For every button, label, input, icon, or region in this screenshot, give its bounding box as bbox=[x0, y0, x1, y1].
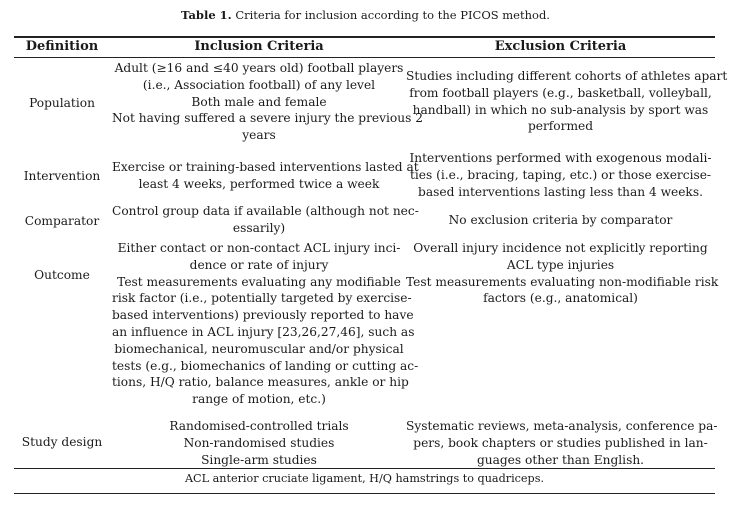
exclusion-line: performed bbox=[527, 119, 594, 134]
table-caption-text: Criteria for inclusion according to the PICOS method. bbox=[235, 8, 550, 22]
inclusion-line: range of motion, etc.) bbox=[192, 392, 326, 407]
header-exclusion-criteria: Exclusion Criteria bbox=[494, 39, 627, 54]
inclusion-line: based interventions) previously reported to have bbox=[112, 308, 414, 323]
exclusion-line: guages other than English. bbox=[476, 452, 645, 467]
exclusion-line: Systematic reviews, meta-analysis, conference pa- bbox=[406, 419, 718, 433]
header-definition: Definition bbox=[25, 39, 99, 54]
row-comparator-exclusion bbox=[406, 212, 715, 229]
exclusion-line: Interventions performed with exogenous modali- bbox=[409, 151, 712, 165]
row-study-design-inclusion bbox=[112, 418, 406, 468]
row-population-exclusion bbox=[406, 68, 728, 135]
inclusion-line: Adult (≥16 and ≤40 years old) football players bbox=[114, 61, 404, 75]
row-outcome-exclusion bbox=[406, 240, 719, 307]
inclusion-line: Control group data if available (although not nec- bbox=[112, 204, 419, 218]
inclusion-line: Test measurements evaluating any modifiable bbox=[117, 274, 401, 289]
exclusion-line: factors (e.g., anatomical) bbox=[483, 291, 638, 306]
row-study-design-exclusion bbox=[406, 418, 718, 468]
inclusion-line: Non-randomised studies bbox=[183, 435, 335, 450]
row-outcome-definition: Outcome bbox=[34, 268, 90, 282]
exclusion-line: handball) in which no sub-analysis by sport was bbox=[412, 102, 709, 117]
inclusion-line: tests (e.g., biomechanics of landing or cutting ac- bbox=[112, 358, 419, 373]
inclusion-line: dence or rate of injury bbox=[189, 257, 329, 272]
inclusion-line: years bbox=[242, 128, 276, 143]
table-label: Table 1. bbox=[181, 8, 232, 22]
inclusion-line: Not having suffered a severe injury the previous 2 bbox=[112, 111, 423, 126]
inclusion-line: biomechanical, neuromuscular and/or physical bbox=[114, 341, 404, 356]
row-population-definition: Population bbox=[29, 96, 95, 110]
inclusion-line: least 4 weeks, performed twice a week bbox=[138, 176, 380, 191]
inclusion-line: (i.e., Association football) of any level bbox=[142, 77, 376, 92]
exclusion-line: No exclusion criteria by comparator bbox=[448, 213, 673, 227]
exclusion-line: from football players (e.g., basketball, volleyball, bbox=[409, 85, 712, 100]
inclusion-line: risk factor (i.e., potentially targeted by exercise- bbox=[112, 291, 412, 306]
inclusion-line: Both male and female bbox=[191, 94, 327, 109]
exclusion-line: pers, book chapters or studies published in lan- bbox=[413, 435, 708, 450]
inclusion-line: Randomised-controlled trials bbox=[169, 419, 349, 433]
table-footnote: ACL anterior cruciate ligament, H/Q hamstrings to quadriceps. bbox=[184, 472, 545, 485]
row-outcome-inclusion bbox=[112, 240, 419, 408]
inclusion-line: tions, H/Q ratio, balance measures, ankle or hip bbox=[112, 375, 409, 390]
exclusion-line: Test measurements evaluating non-modifiable risk bbox=[406, 274, 719, 289]
row-comparator-definition: Comparator bbox=[24, 214, 100, 228]
inclusion-line: Exercise or training-based interventions lasted at bbox=[112, 160, 419, 174]
row-study-design-definition: Study design bbox=[21, 435, 103, 449]
exclusion-line: ties (i.e., bracing, taping, etc.) or those exercise- bbox=[409, 167, 712, 182]
row-comparator-inclusion bbox=[112, 203, 419, 237]
inclusion-line: an influence in ACL injury [23,26,27,46], such as bbox=[112, 324, 415, 339]
row-intervention-exclusion bbox=[406, 150, 715, 200]
exclusion-line: based interventions lasting less than 4 weeks. bbox=[418, 184, 703, 199]
footnote-rule bbox=[14, 493, 715, 494]
exclusion-line: ACL type injuries bbox=[506, 257, 615, 272]
row-intervention-inclusion bbox=[112, 159, 419, 193]
table-caption bbox=[0, 7, 731, 23]
header-rule bbox=[14, 57, 715, 58]
row-population-inclusion bbox=[112, 60, 423, 144]
header-inclusion-criteria: Inclusion Criteria bbox=[194, 39, 324, 54]
inclusion-line: Either contact or non-contact ACL injury inci- bbox=[117, 241, 401, 255]
inclusion-line: essarily) bbox=[232, 220, 286, 235]
inclusion-line: Single-arm studies bbox=[201, 452, 317, 467]
exclusion-line: Overall injury incidence not explicitly reporting bbox=[413, 241, 708, 255]
exclusion-line: Studies including different cohorts of athletes apart bbox=[406, 69, 728, 83]
row-intervention-definition: Intervention bbox=[23, 169, 101, 183]
table-bottom-rule bbox=[14, 468, 715, 469]
